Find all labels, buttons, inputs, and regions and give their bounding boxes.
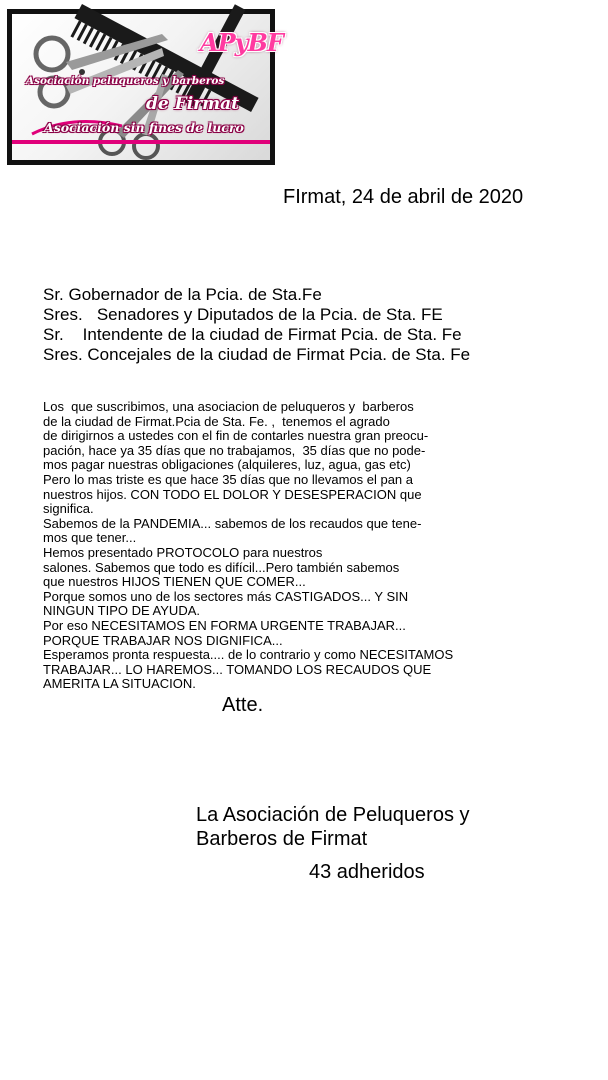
body-line: Pero lo mas triste es que hace 35 días que no llevamos el pan a	[43, 471, 413, 487]
body-line: Hemos presentado PROTOCOLO para nuestros	[43, 544, 323, 560]
body-line: que nuestros HIJOS TIENEN QUE COMER...	[43, 574, 306, 590]
body-line: mos que tener...	[43, 530, 137, 546]
body-line: Esperamos pronta respuesta.... de lo contrario y como NECESITAMOS	[43, 647, 454, 663]
recipient-line: Sr. Gobernador de la Pcia. de Sta.Fe	[43, 285, 322, 304]
body-line: Los que suscribimos, una asociacion de peluqueros y barberos	[43, 399, 414, 414]
body-line: Por eso NECESITAMOS EN FORMA URGENTE TRABAJAR...	[43, 617, 406, 633]
body-line: significa.	[43, 501, 94, 517]
body-line: PORQUE TRABAJAR NOS DIGNIFICA...	[43, 632, 283, 648]
logo-panel	[12, 14, 283, 160]
body-line: nuestros hijos. CON TODO EL DOLOR Y DESESPERACION que	[43, 486, 422, 502]
letter-date: FIrmat, 24 de abril de 2020	[283, 186, 524, 208]
logo-monogram: APyBF	[200, 28, 283, 57]
signature-line: La Asociación de Peluqueros y	[196, 804, 470, 826]
body-line: salones. Sabemos que todo es difícil...Pero también sabemos	[43, 559, 400, 575]
recipient-line: Sres. Concejales de la ciudad de Firmat Pcia. de Sta. Fe	[43, 345, 471, 364]
body-line: TRABAJAR... LO HAREMOS... TOMANDO LOS RECAUDOS QUE	[43, 661, 432, 677]
logo-tagline: Asociación sin fines de lucro	[44, 120, 244, 135]
logo-city: de Firmat	[146, 94, 239, 114]
recipient-list	[43, 285, 470, 365]
body-line: Porque somos uno de los sectores más CASTIGADOS... Y SIN	[43, 588, 409, 604]
letter-body	[43, 400, 453, 692]
body-line: de dirigirnos a ustedes con el fin de contarles nuestra gran preocu-	[43, 428, 429, 444]
logo-accent-bar	[12, 140, 270, 144]
members-count: 43 adheridos	[309, 861, 425, 883]
body-line: pación, hace ya 35 días que no trabajamos, 35 días que no pode-	[43, 442, 426, 458]
signature-block	[196, 803, 470, 851]
recipient-line: Sres. Senadores y Diputados de la Pcia. de Sta. FE	[43, 305, 443, 324]
body-line: de la ciudad de Firmat.Pcia de Sta. Fe. , tenemos el agrado	[43, 413, 390, 429]
recipient-line: Sr. Intendente de la ciudad de Firmat Pcia. de Sta. Fe	[43, 325, 462, 344]
closing-salutation: Atte.	[222, 694, 264, 716]
association-logo	[7, 9, 283, 165]
body-line: Sabemos de la PANDEMIA... sabemos de los recaudos que tene-	[43, 515, 422, 531]
signature-line: Barberos de Firmat	[196, 828, 368, 850]
body-line: NINGUN TIPO DE AYUDA.	[43, 603, 200, 619]
body-line: mos pagar nuestras obligaciones (alquileres, luz, agua, gas etc)	[43, 457, 411, 473]
logo-association-name: Asociación peluqueros y barberos	[26, 75, 225, 87]
body-line: AMERITA LA SITUACION.	[43, 676, 196, 692]
